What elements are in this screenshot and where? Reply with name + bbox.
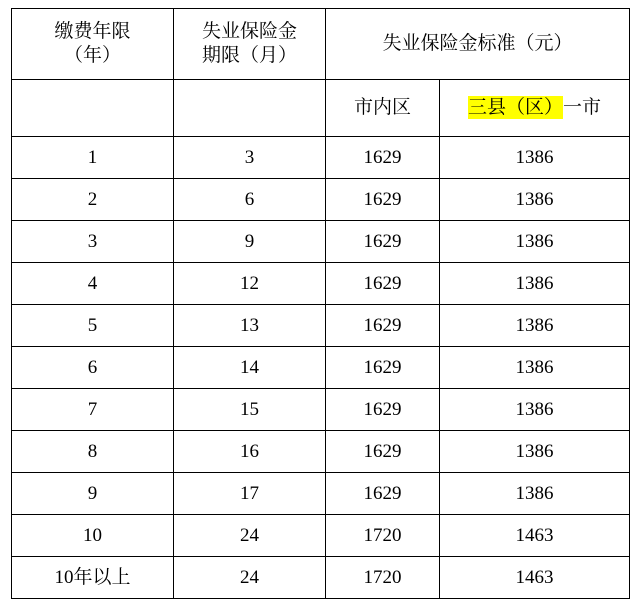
table-row	[12, 221, 630, 263]
table-row	[12, 473, 630, 515]
cell-years: 9	[12, 473, 174, 515]
cell-months: 15	[174, 389, 326, 431]
cell-county: 1386	[440, 221, 630, 263]
cell-county: 1386	[440, 263, 630, 305]
cell-months: 14	[174, 347, 326, 389]
cell-years: 8	[12, 431, 174, 473]
cell-county: 1386	[440, 431, 630, 473]
header-contribution-years	[12, 9, 174, 80]
table-row	[12, 431, 630, 473]
cell-years: 7	[12, 389, 174, 431]
cell-county: 1386	[440, 305, 630, 347]
cell-county: 1463	[440, 515, 630, 557]
cell-urban: 1720	[326, 515, 440, 557]
cell-urban: 1720	[326, 557, 440, 599]
unemployment-benefit-table	[11, 8, 630, 599]
table-row	[12, 347, 630, 389]
subheader-blank-years	[12, 80, 174, 137]
header-benefit-standard: 失业保险金标准（元）	[326, 9, 630, 80]
subheader-counties-city	[440, 80, 630, 137]
cell-years: 3	[12, 221, 174, 263]
cell-years: 4	[12, 263, 174, 305]
subheader-blank-duration	[174, 80, 326, 137]
cell-years: 5	[12, 305, 174, 347]
header-benefit-duration	[174, 9, 326, 80]
cell-months: 24	[174, 557, 326, 599]
cell-county: 1386	[440, 347, 630, 389]
cell-county: 1386	[440, 389, 630, 431]
cell-county: 1386	[440, 179, 630, 221]
cell-months: 24	[174, 515, 326, 557]
document-sheet	[0, 8, 640, 591]
cell-months: 16	[174, 431, 326, 473]
header-benefit-duration-line1: 失业保险金	[201, 21, 297, 43]
cell-years: 2	[12, 179, 174, 221]
cell-months: 3	[174, 137, 326, 179]
cell-months: 9	[174, 221, 326, 263]
cell-years: 10年以上	[12, 557, 174, 599]
cell-urban: 1629	[326, 347, 440, 389]
table-row	[12, 389, 630, 431]
cell-urban: 1629	[326, 137, 440, 179]
cell-months: 12	[174, 263, 326, 305]
header-benefit-duration-line2: 期限（月）	[201, 45, 297, 66]
table-row	[12, 557, 630, 599]
table-row	[12, 263, 630, 305]
cell-years: 10	[12, 515, 174, 557]
cell-months: 13	[174, 305, 326, 347]
header-contribution-years-line2: （年）	[63, 45, 121, 66]
table-row	[12, 137, 630, 179]
cell-urban: 1629	[326, 305, 440, 347]
cell-urban: 1629	[326, 179, 440, 221]
cell-urban: 1629	[326, 431, 440, 473]
table-subheader-row	[12, 80, 630, 137]
cell-years: 6	[12, 347, 174, 389]
table-row	[12, 179, 630, 221]
cell-years: 1	[12, 137, 174, 179]
table-row	[12, 515, 630, 557]
table-header-row	[12, 9, 630, 80]
cell-county: 1386	[440, 473, 630, 515]
cell-months: 17	[174, 473, 326, 515]
cell-county: 1463	[440, 557, 630, 599]
subheader-urban-district: 市内区	[326, 80, 440, 137]
cell-urban: 1629	[326, 221, 440, 263]
table-row	[12, 305, 630, 347]
cell-county: 1386	[440, 137, 630, 179]
header-contribution-years-line1: 缴费年限	[54, 21, 131, 43]
cell-months: 6	[174, 179, 326, 221]
cell-urban: 1629	[326, 473, 440, 515]
cell-urban: 1629	[326, 263, 440, 305]
subheader-counties-highlight: 三县（区）	[467, 97, 563, 119]
subheader-counties-rest: 一市	[563, 97, 602, 119]
cell-urban: 1629	[326, 389, 440, 431]
